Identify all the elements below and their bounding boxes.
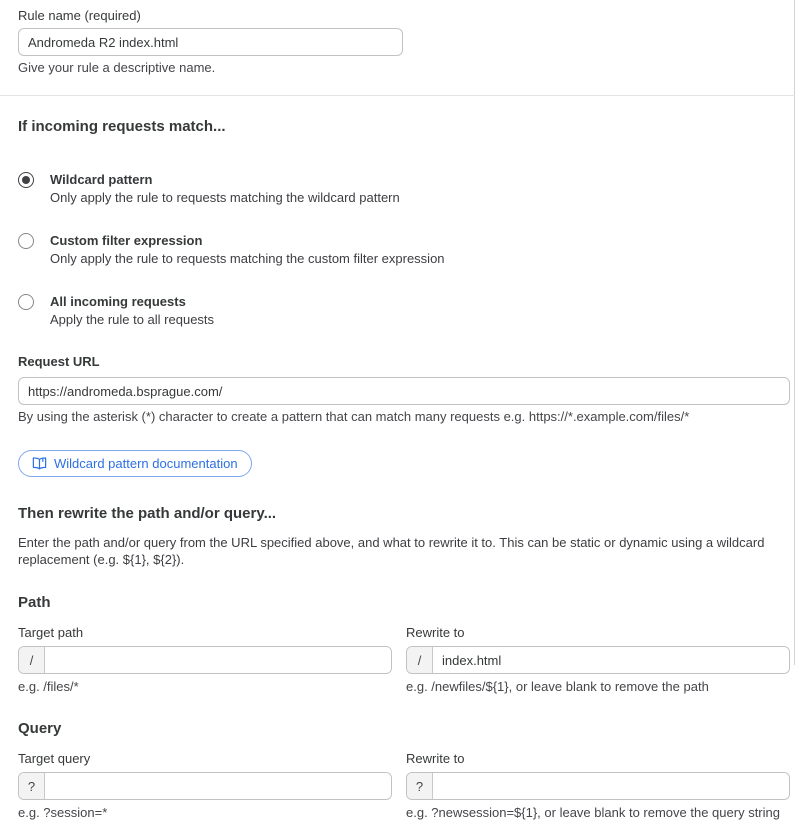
- radio-description: Only apply the rule to requests matching the custom filter expression: [50, 251, 445, 266]
- query-rewrite-help: e.g. ?newsession=${1}, or leave blank to remove the query string: [406, 805, 780, 820]
- target-path-help: e.g. /files/*: [18, 679, 79, 694]
- match-options-group: [18, 171, 790, 328]
- path-heading: Path: [18, 594, 51, 611]
- query-rewrite-column: [406, 751, 790, 820]
- radio-button-icon[interactable]: [18, 172, 34, 188]
- target-query-label: Target query: [18, 751, 91, 766]
- request-url-help: By using the asterisk (*) character to create a pattern that can match many requests e.g. https://*.example.com/files/*: [18, 409, 690, 424]
- path-rewrite-input[interactable]: [433, 647, 789, 673]
- request-url-input[interactable]: [18, 377, 790, 405]
- target-path-input[interactable]: [45, 647, 391, 673]
- path-rewrite-help: e.g. /newfiles/${1}, or leave blank to remove the path: [406, 679, 709, 694]
- query-rewrite-input[interactable]: [433, 773, 789, 799]
- wildcard-pattern-documentation-button[interactable]: [18, 450, 252, 477]
- rule-name-section: [18, 8, 403, 75]
- rule-name-label: Rule name (required): [18, 8, 141, 23]
- radio-label: Custom filter expression: [50, 233, 203, 248]
- target-path-column: [18, 625, 392, 694]
- radio-button-icon[interactable]: [18, 233, 34, 249]
- radio-option-wildcard-pattern[interactable]: [18, 171, 790, 206]
- path-prefix: /: [19, 647, 45, 673]
- match-section-heading: If incoming requests match...: [18, 118, 226, 135]
- rewrite-section-description: Enter the path and/or query from the URL specified above, and what to rewrite it to. This can be static or dynamic using a wildcard replacement (e.g. ${1}, ${2}).: [18, 535, 765, 567]
- path-fields-row: [18, 625, 790, 694]
- request-url-label: Request URL: [18, 354, 100, 369]
- query-heading: Query: [18, 720, 62, 737]
- query-rewrite-input-group: [406, 772, 790, 800]
- rule-name-input[interactable]: [18, 28, 403, 56]
- path-prefix: /: [407, 647, 433, 673]
- target-query-help: e.g. ?session=*: [18, 805, 108, 820]
- section-divider: [0, 95, 795, 96]
- rewrite-section-heading: Then rewrite the path and/or query...: [18, 505, 277, 522]
- rule-name-help: Give your rule a descriptive name.: [18, 60, 216, 75]
- query-rewrite-label: Rewrite to: [406, 751, 465, 766]
- path-rewrite-label: Rewrite to: [406, 625, 465, 640]
- path-rewrite-column: [406, 625, 790, 694]
- target-query-input-group: [18, 772, 392, 800]
- request-url-section: [18, 354, 790, 424]
- radio-button-icon[interactable]: [18, 294, 34, 310]
- query-prefix: ?: [19, 773, 45, 799]
- radio-label: All incoming requests: [50, 294, 186, 309]
- target-query-input[interactable]: [45, 773, 391, 799]
- target-path-label: Target path: [18, 625, 84, 640]
- radio-option-all-incoming-requests[interactable]: [18, 293, 790, 328]
- target-path-input-group: [18, 646, 392, 674]
- path-rewrite-input-group: [406, 646, 790, 674]
- radio-description: Apply the rule to all requests: [50, 312, 215, 327]
- target-query-column: [18, 751, 392, 820]
- query-fields-row: [18, 751, 790, 820]
- radio-description: Only apply the rule to requests matching the wildcard pattern: [50, 190, 400, 205]
- open-book-icon: [32, 457, 47, 470]
- radio-option-custom-filter-expression[interactable]: [18, 232, 790, 267]
- query-prefix: ?: [407, 773, 433, 799]
- radio-label: Wildcard pattern: [50, 172, 153, 187]
- doc-button-label: Wildcard pattern documentation: [54, 456, 238, 471]
